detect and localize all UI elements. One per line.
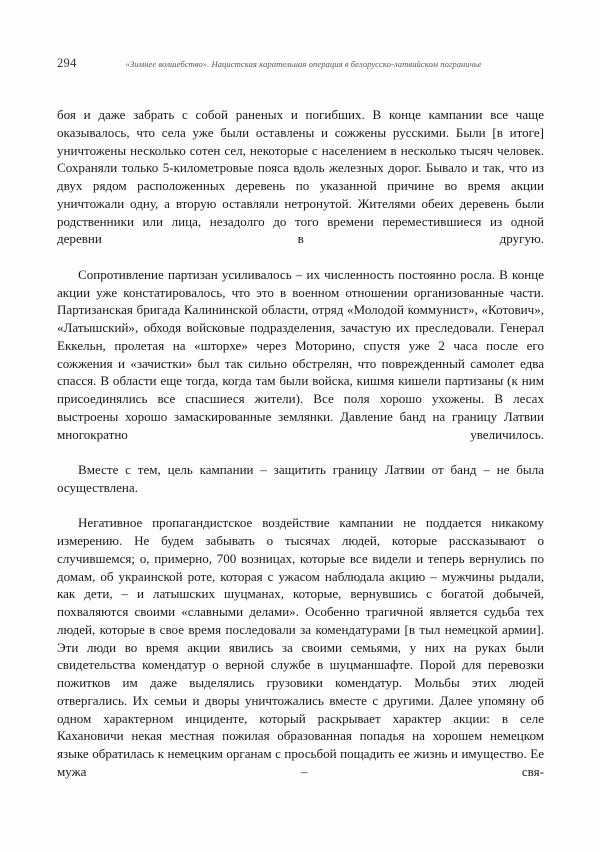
paragraph: Вместе с тем, цель кампании – защитить границу Латвии от банд – не была осуществлена. [57,462,544,495]
running-head [57,56,543,71]
body-text-block [57,106,544,798]
running-head-title: «Зимнее волшебство». Нацистская карательная операция в белорусско-латвийском пограничье [125,59,482,69]
paragraph: Сопротивление партизан усиливалось – их численность постоянно росла. В конце акции уже констатировалось, что это в военном отношении организованные части. Партизанская бригада Калининской области, отряд «Молодой коммунист», «Котович», «Латышский», обходя войсковые подразделения, зачастую их преследовали. Генерал Еккельн, пролетая на «шторхе» через Моторино, спустя уже 2 часа после его сожжения и «зачистки» был так сильно обстрелян, что поврежденный самолет едва спасся. В области еще тогда, когда там были войска, кишмя кишели партизаны (к ним присоединялись все спасшиеся жители). Все поля хорошо ухожены. В лесах выстроены хорошо замаскированные землянки. Давление банд на границу Латвии многократно увеличилось. [57,266,544,442]
page-number: 294 [57,56,77,70]
paragraph: боя и даже забрать с собой раненых и погибших. В конце кампании все чаще оказывалось, что села уже были оставлены и сожжены русскими. Были [в итоге] уничтожены несколько сотен сел, некоторые с населением в несколько тысяч человек. Сохраняли только 5-километровые пояса вдоль железных дорог. Бывало и так, что из двух рядом расположенных деревень по указанной причине во время акции уничтожали одну, а вторую оставляли нетронутой. Жителями обеих деревень были родственники или лица, незадолго до того времени переместившиеся из одной деревни в другую. [57,107,544,247]
paragraph: Негативное пропагандистское воздействие кампании не поддается никакому измерению. Не будем забывать о тысячах людей, которые рассказывают о случившемся; о, примерно, 700 возницах, которые все видели и теперь вернулись по домам, об украинской роте, которая с ужасом наблюдала акцию – мужчины рыдали, как дети, – и латышских шуцманах, которые, вернувшись с богатой добычей, похваляются своими «славными делами». Особенно трагичной является судьба тех людей, которые в свое время последовали за комендатурами [в тыл немецкой армии]. Эти люди во время акции явились за своими семьями, у них на руках были свидетельства комендатур о верной службе в шуцманшафте. Порой для перевозки пожитков им даже выделялись грузовики комендатур. Мольбы этих людей отвергались. Их семьи и дворы уничтожались вместе с другими. Далее упомяну об одном характерном инциденте, который раскрывает характер акции: в селе Кахановичи некая местная пожилая образованная попадья на хорошем немецком языке обратилась к немецким органам с просьбой пощадить ее жизнь и имущество. Ее мужа – свя- [57,515,544,779]
